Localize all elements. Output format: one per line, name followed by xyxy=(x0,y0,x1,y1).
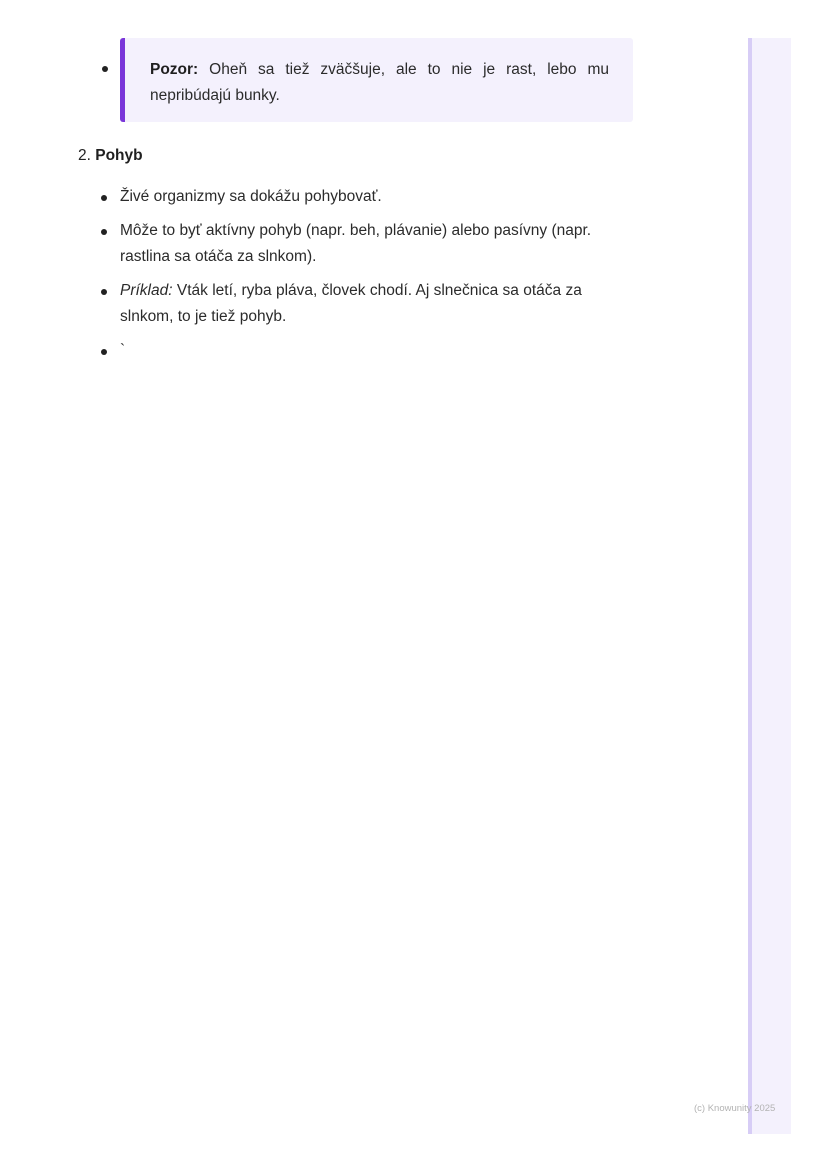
list-item xyxy=(100,218,620,270)
bullet-icon xyxy=(102,66,108,72)
list-item-text: Vták letí, ryba pláva, človek chodí. Aj slnečnica sa otáča za slnkom, to je tiež pohyb. xyxy=(120,282,582,325)
example-label: Príklad: xyxy=(120,282,173,299)
warning-callout xyxy=(120,38,633,122)
section-heading xyxy=(78,144,143,168)
list-item-text: Živé organizmy sa dokážu pohybovať. xyxy=(120,188,382,205)
list-item xyxy=(100,278,620,330)
list-item-text: ` xyxy=(120,342,126,359)
callout-label: Pozor: xyxy=(150,61,199,78)
bullet-icon xyxy=(101,195,107,201)
bullet-list xyxy=(100,184,620,372)
list-item xyxy=(100,184,620,210)
side-panel xyxy=(748,38,791,1134)
bullet-icon xyxy=(101,349,107,355)
footer-copyright: (c) Knowunity 2025 xyxy=(694,1103,776,1114)
callout-text: Oheň sa tiež zväčšuje, ale to nie je rast, lebo mu nepribúdajú bunky. xyxy=(150,61,609,104)
list-item-text: Môže to byť aktívny pohyb (napr. beh, plávanie) alebo pasívny (napr. rastlina sa otáča za slnkom). xyxy=(120,222,592,265)
section-number: 2. xyxy=(78,147,91,164)
bullet-icon xyxy=(101,229,107,235)
list-item xyxy=(100,338,620,364)
section-title: Pohyb xyxy=(95,147,143,164)
bullet-icon xyxy=(101,289,107,295)
